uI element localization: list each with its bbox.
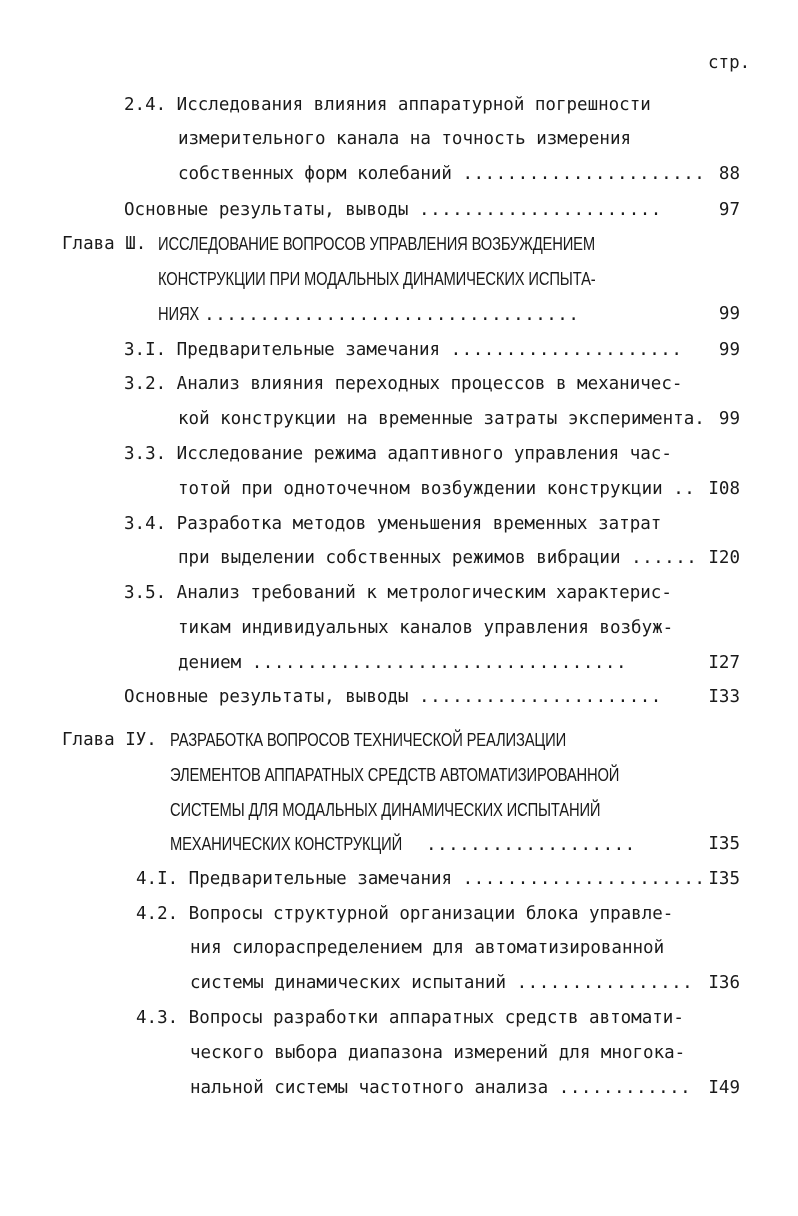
toc-page-number: I35 (708, 869, 740, 889)
toc-page-number: 99 (718, 304, 740, 324)
toc-page-number: 88 (718, 164, 740, 184)
toc-page-number: I08 (708, 479, 740, 499)
toc-line: 3.2. Анализ влияния переходных процессов в механичес- (124, 374, 683, 394)
chapter-prefix: Глава Ш. (62, 234, 147, 254)
toc-line: Основные результаты, выводы ...................... (124, 200, 662, 220)
toc-page-number: I27 (708, 653, 740, 673)
toc-line: НИЯХ .................................. (158, 304, 580, 325)
toc-line: 3.5. Анализ требований к метрологическим характерис- (124, 583, 672, 603)
toc-page-number: 97 (718, 200, 740, 220)
toc-line: при выделении собственных режимов вибрации ...... (178, 548, 698, 568)
chapter-title: ЭЛЕМЕНТОВ АППАРАТНЫХ СРЕДСТВ АВТОМАТИЗИРОВАННОЙ (170, 765, 620, 785)
toc-line: нальной системы частотного анализа ............ (190, 1078, 692, 1098)
toc-page-number: 99 (718, 340, 740, 360)
toc-page-number: I36 (708, 973, 740, 993)
toc-line: 4.I. Предварительные замечания ...................... (136, 869, 706, 889)
toc-line: системы динамических испытаний ................ (190, 973, 694, 993)
toc-page-number: I33 (708, 687, 740, 707)
toc-line: МЕХАНИЧЕСКИХ КОНСТРУКЦИЙ ................... (170, 834, 636, 855)
chapter-title: СИСТЕМЫ ДЛЯ МОДАЛЬНЫХ ДИНАМИЧЕСКИХ ИСПЫТАНИЙ (170, 800, 601, 820)
toc-line: измерительного канала на точность измерения (178, 129, 632, 149)
toc-line: тикам индивидуальных каналов управления возбуж- (178, 618, 674, 638)
toc-line: 2.4. Исследования влияния аппаратурной погрешности (124, 95, 651, 115)
toc-page-number: I49 (708, 1078, 740, 1098)
page-column-label: стр. (708, 53, 751, 73)
toc-line: 4.2. Вопросы структурной организации блока управле- (136, 904, 674, 924)
toc-page-number: 99 (718, 409, 740, 429)
toc-line: кой конструкции на временные затраты эксперимента. (178, 409, 705, 429)
toc-page-number: I35 (708, 834, 740, 854)
toc-line: 3.I. Предварительные замечания ..................... (124, 340, 683, 360)
toc-line: 4.3. Вопросы разработки аппаратных средств автомати- (136, 1008, 684, 1028)
toc-line: собственных форм колебаний ...................... (178, 164, 706, 184)
toc-line: ния силораспределением для автоматизированной (190, 938, 665, 958)
toc-line: тотой при одноточечном возбуждении конструкции .. (178, 479, 696, 499)
chapter-title: РАЗРАБОТКА ВОПРОСОВ ТЕХНИЧЕСКОЙ РЕАЛИЗАЦИИ (170, 730, 567, 750)
chapter-prefix: Глава IУ. (62, 730, 157, 750)
chapter-title: КОНСТРУКЦИИ ПРИ МОДАЛЬНЫХ ДИНАМИЧЕСКИХ ИСПЫТА- (158, 269, 596, 289)
toc-line: Основные результаты, выводы ...................... (124, 687, 662, 707)
toc-line: дением .................................. (178, 653, 627, 673)
chapter-title: ИССЛЕДОВАНИЕ ВОПРОСОВ УПРАВЛЕНИЯ ВОЗБУЖДЕНИЕМ (158, 234, 595, 254)
toc-page-number: I20 (708, 548, 740, 568)
toc-line: 3.3. Исследование режима адаптивного управления час- (124, 444, 672, 464)
toc-line: 3.4. Разработка методов уменьшения временных затрат (124, 514, 662, 534)
toc-line: ческого выбора диапазона измерений для многока- (190, 1043, 686, 1063)
